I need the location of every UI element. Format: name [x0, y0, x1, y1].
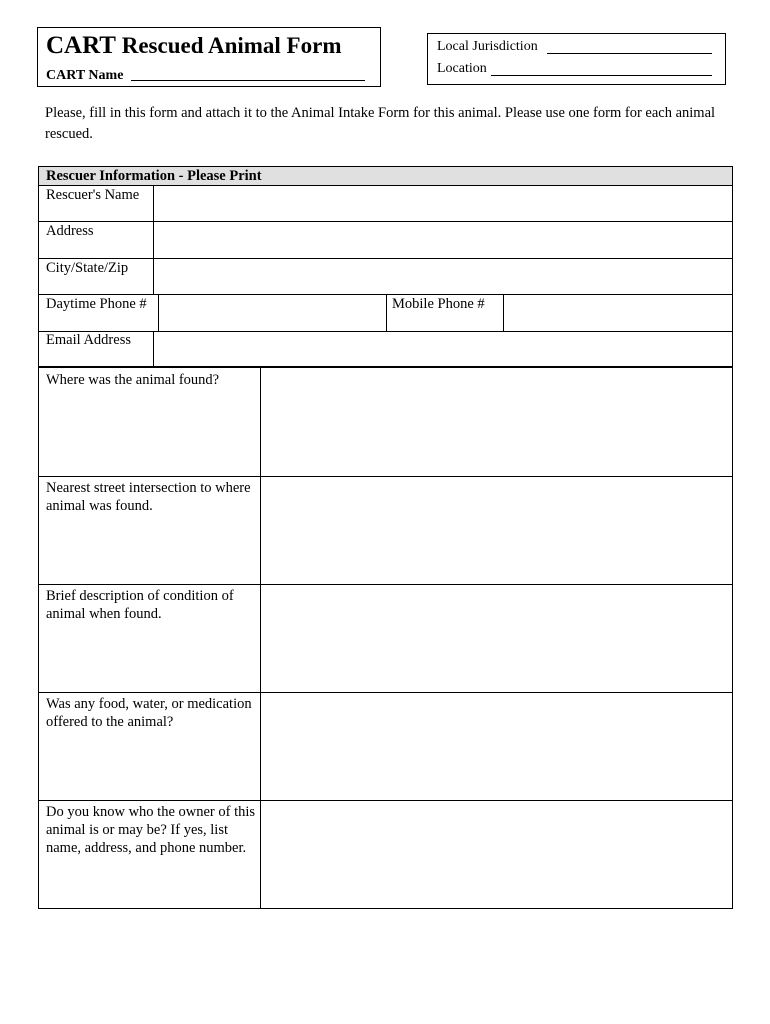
address-field[interactable]	[154, 222, 733, 258]
rescuer-section-header	[39, 167, 732, 186]
answer-nearest-intersection[interactable]	[261, 477, 733, 584]
location-field[interactable]	[491, 75, 712, 76]
rescuer-name-label: Rescuer's Name	[46, 187, 140, 203]
form-title	[46, 32, 341, 60]
form-title-rest: Rescued Animal Form	[115, 33, 342, 58]
column-divider	[386, 294, 387, 331]
answer-where-found[interactable]	[261, 368, 733, 476]
answer-food-water-medication[interactable]	[261, 693, 733, 800]
mobile-phone-field[interactable]	[504, 295, 733, 331]
local-jurisdiction-field[interactable]	[547, 53, 712, 54]
rescuer-name-field[interactable]	[154, 186, 733, 221]
location-label: Location	[437, 61, 487, 76]
city-state-zip-label: City/State/Zip	[46, 260, 129, 276]
intro-text: Please, fill in this form and attach it to the Animal Intake Form for this animal. Please use one form for each animal rescued.	[45, 105, 716, 142]
cart-name-label: CART Name	[46, 68, 124, 83]
question-condition-description: Brief description of condition of animal when found.	[46, 588, 234, 622]
email-address-field[interactable]	[154, 332, 733, 367]
email-address-label: Email Address	[46, 332, 131, 348]
local-jurisdiction-label: Local Jurisdiction	[437, 39, 538, 54]
mobile-phone-label: Mobile Phone #	[392, 296, 485, 312]
form-title-box	[37, 27, 381, 87]
question-where-found: Where was the animal found?	[46, 372, 220, 388]
answer-condition-description[interactable]	[261, 585, 733, 692]
rescuer-section-title: Rescuer Information - Please Print	[46, 168, 262, 184]
animal-questions-table	[38, 367, 733, 909]
question-owner-info: Do you know who the owner of this animal is or may be? If yes, list name, address, and phone number.	[46, 804, 256, 856]
daytime-phone-field[interactable]	[159, 295, 386, 331]
daytime-phone-label: Daytime Phone #	[46, 296, 147, 312]
rescuer-info-table	[38, 166, 733, 367]
question-nearest-intersection: Nearest street intersection to where animal was found.	[46, 480, 251, 514]
question-food-water-medication: Was any food, water, or medication offered to the animal?	[46, 696, 252, 730]
form-title-prefix: CART	[46, 32, 116, 59]
cart-name-field[interactable]	[131, 80, 365, 81]
address-label: Address	[46, 223, 94, 239]
city-state-zip-field[interactable]	[154, 259, 733, 294]
answer-owner-info[interactable]	[261, 801, 733, 908]
jurisdiction-box	[427, 33, 726, 85]
